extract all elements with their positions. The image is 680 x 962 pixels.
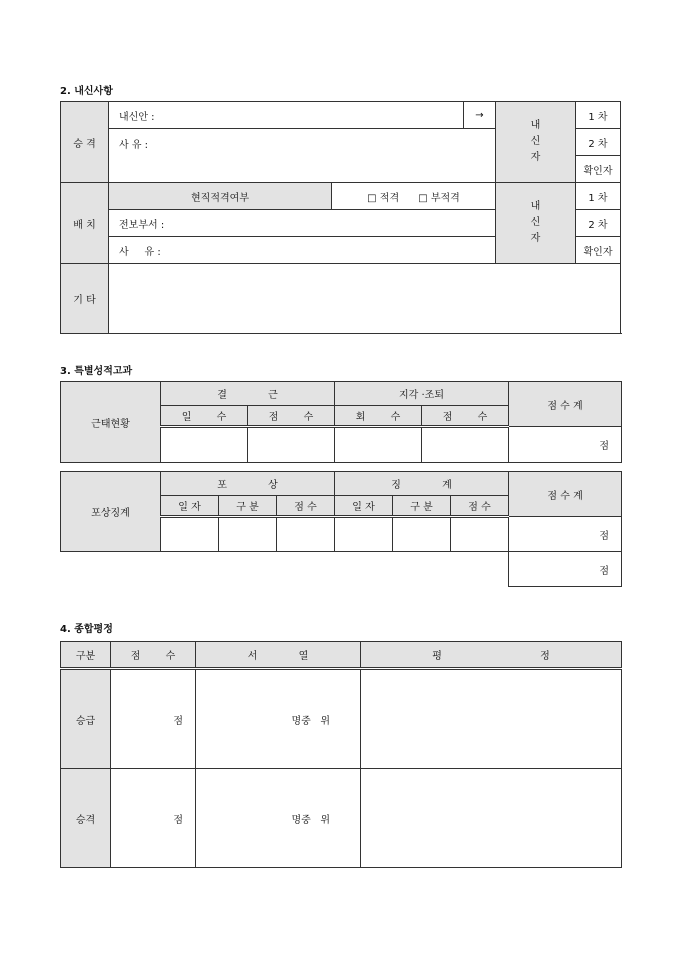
salary-step-score[interactable]: 점 — [111, 669, 196, 769]
reward-category-value[interactable] — [219, 517, 277, 552]
promotion-eval-rank[interactable]: 명중 위 — [196, 769, 361, 868]
late-early-header: 지각 ·조퇴 — [335, 382, 509, 406]
current-fitness-label: 현직적격여부 — [109, 183, 332, 210]
grand-total-value[interactable]: 점 — [509, 552, 622, 587]
discipline-date-value[interactable] — [335, 517, 393, 552]
personnel-table — [60, 101, 621, 334]
attendance-total-value[interactable]: 점 — [509, 427, 622, 463]
fit-checkbox[interactable]: □ 적격 — [367, 192, 400, 204]
absence-days-value[interactable] — [161, 427, 248, 463]
unfit-checkbox[interactable]: □ 부적격 — [418, 192, 460, 204]
discipline-date-header: 일 자 — [335, 496, 393, 517]
discipline-score-header: 점 수 — [451, 496, 509, 517]
approval-1st-label: 1 차 — [576, 102, 621, 129]
rewards-table — [60, 471, 622, 587]
late-score-header: 점 수 — [422, 406, 509, 427]
attendance-table — [60, 381, 622, 463]
salary-step-label: 승급 — [61, 669, 111, 769]
approval-2nd-label: 2 차 — [576, 129, 621, 156]
fitness-options[interactable] — [332, 183, 496, 210]
rank-header: 서 열 — [196, 642, 361, 669]
discipline-category-value[interactable] — [393, 517, 451, 552]
transfer-dept[interactable]: 전보부서 : — [109, 210, 496, 237]
placement-reason[interactable]: 사 유 : — [109, 237, 496, 264]
promotion-arrow: → — [464, 102, 496, 129]
reward-score-value[interactable] — [277, 517, 335, 552]
other-content[interactable] — [109, 264, 621, 334]
naesinja-label-2: 내 신 자 — [496, 183, 576, 264]
late-score-value[interactable] — [422, 427, 509, 463]
absence-score-value[interactable] — [248, 427, 335, 463]
score-header: 점 수 — [111, 642, 196, 669]
reward-header: 포 상 — [161, 472, 335, 496]
rewards-total-value[interactable]: 점 — [509, 517, 622, 552]
reward-date-value[interactable] — [161, 517, 219, 552]
placement-label: 배 치 — [61, 183, 109, 264]
section-4-title: 4. 종합평정 — [60, 624, 113, 635]
approval-confirmer-label: 확인자 — [576, 156, 621, 183]
discipline-score-value[interactable] — [451, 517, 509, 552]
section-2-title: 2. 내신사항 — [60, 86, 113, 97]
other-label: 기 타 — [61, 264, 109, 334]
promotion-reason[interactable]: 사 유 : — [109, 129, 496, 183]
naesinja-label-1: 내 신 자 — [496, 102, 576, 183]
evaluation-header: 평 정 — [361, 642, 622, 669]
salary-step-rank[interactable]: 명중 위 — [196, 669, 361, 769]
section-3-title: 3. 특별성적고과 — [60, 366, 133, 377]
category-header: 구분 — [61, 642, 111, 669]
promotion-eval-label: 승격 — [61, 769, 111, 868]
reward-date-header: 일 자 — [161, 496, 219, 517]
late-times-value[interactable] — [335, 427, 422, 463]
attendance-label: 근태현황 — [61, 382, 161, 463]
rewards-label: 포상징계 — [61, 472, 161, 552]
reward-category-header: 구 분 — [219, 496, 277, 517]
absence-score-header: 점 수 — [248, 406, 335, 427]
discipline-category-header: 구 분 — [393, 496, 451, 517]
promotion-eval-evaluation[interactable] — [361, 769, 622, 868]
late-times-header: 회 수 — [335, 406, 422, 427]
promotion-proposal[interactable]: 내신안 : — [109, 102, 464, 129]
promotion-eval-score[interactable]: 점 — [111, 769, 196, 868]
attendance-total-header: 점 수 계 — [509, 382, 622, 427]
discipline-header: 징 계 — [335, 472, 509, 496]
rewards-total-header: 점 수 계 — [509, 472, 622, 517]
approval2-2nd-label: 2 차 — [576, 210, 621, 237]
absence-days-header: 일 수 — [161, 406, 248, 427]
absence-header: 결 근 — [161, 382, 335, 406]
approval2-confirmer-label: 확인자 — [576, 237, 621, 264]
salary-step-evaluation[interactable] — [361, 669, 622, 769]
evaluation-table — [60, 641, 622, 868]
reward-score-header: 점 수 — [277, 496, 335, 517]
promotion-label: 승 격 — [61, 102, 109, 183]
approval2-1st-label: 1 차 — [576, 183, 621, 210]
